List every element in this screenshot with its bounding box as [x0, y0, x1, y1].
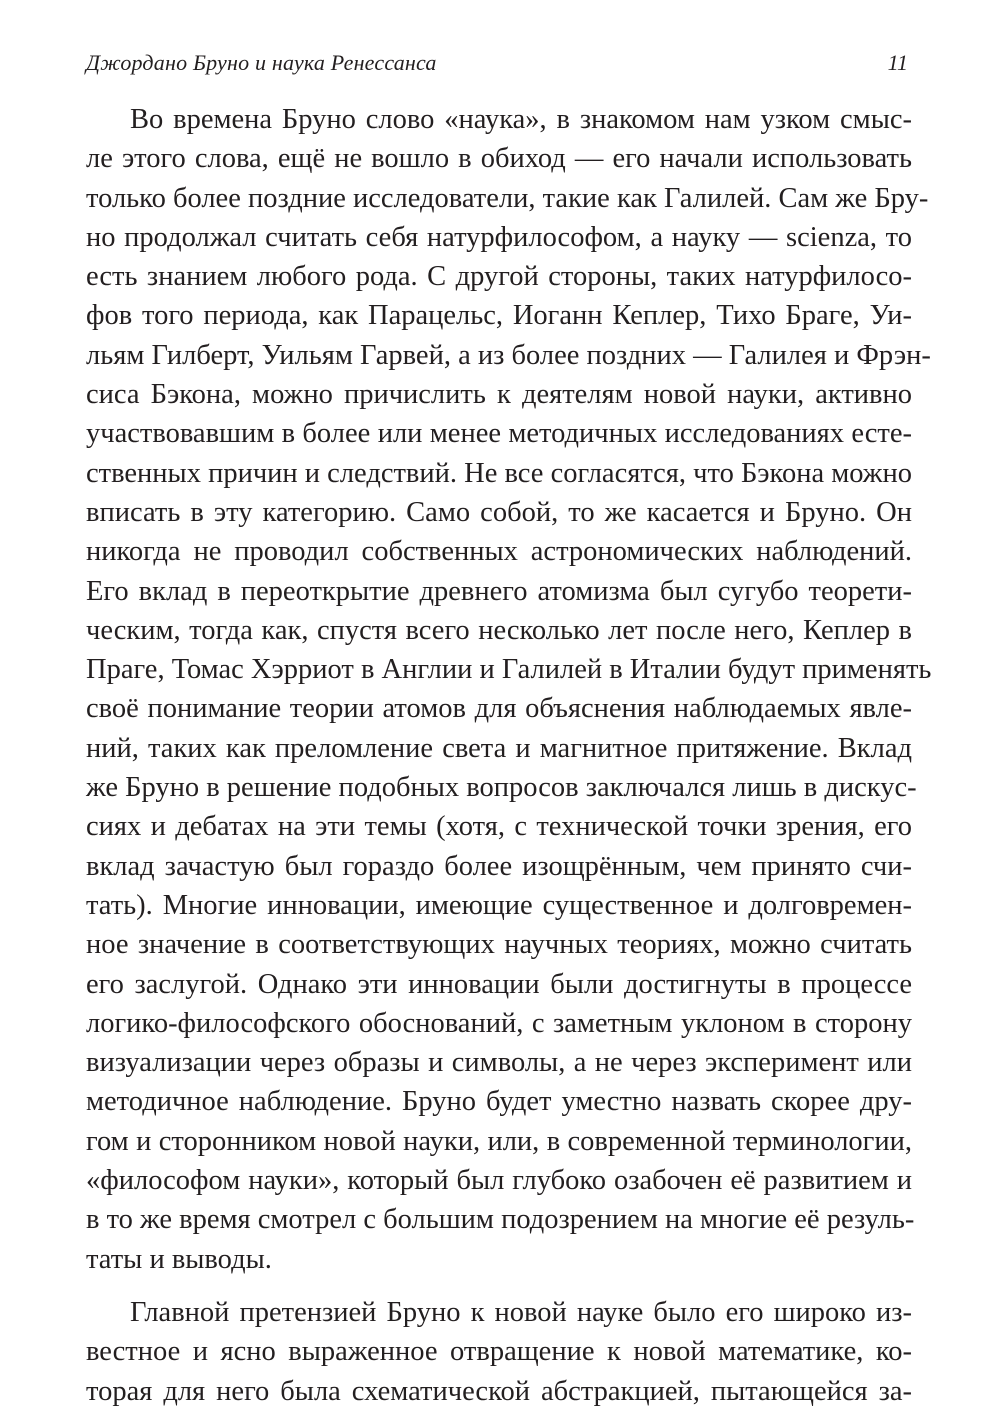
- paragraph-spacer: [86, 1279, 912, 1293]
- text-line: гом и сторонником новой науки, или, в современной терминологии,: [86, 1125, 912, 1157]
- text-line: только более поздние исследователи, такие как Галилей. Сам же Бру-: [86, 182, 929, 214]
- text-line: «философом науки», который был глубоко озабочен её развитием и: [86, 1165, 912, 1197]
- text-line: в то же время смотрел с большим подозрением на многие её резуль-: [86, 1204, 915, 1236]
- text-line: участвовавшим в более или менее методичных исследованиях есте-: [86, 418, 912, 450]
- text-line: ческим, тогда как, спустя всего несколько лет после него, Кеплер в: [86, 614, 912, 646]
- text-line: вестное и ясно выраженное отвращение к новой математике, ко-: [86, 1336, 912, 1368]
- text-line: есть знанием любого рода. С другой стороны, таких натурфилосо-: [86, 261, 912, 293]
- text-line: своё понимание теории атомов для объяснения наблюдаемых явле-: [86, 693, 912, 725]
- text-line: же Бруно в решение подобных вопросов заключался лишь в дискус-: [86, 772, 917, 804]
- text-line: ственных причин и следствий. Не все согласятся, что Бэкона можно: [86, 457, 912, 489]
- book-page: [86, 48, 932, 1407]
- text-line: Его вклад в переоткрытие древнего атомизма был сугубо теорети-: [86, 575, 912, 607]
- text-line: его заслугой. Однако эти инновации были достигнуты в процессе: [86, 968, 912, 1000]
- text-line: ное значение в соответствующих научных теориях, можно считать: [86, 929, 912, 961]
- text-line: тать). Многие инновации, имеющие существенное и долговремен-: [86, 889, 912, 921]
- text-line: логико-философского обоснований, с заметным уклоном в сторону: [86, 1007, 912, 1039]
- text-line: но продолжал считать себя натурфилософом, а науку — scienza, то: [86, 221, 912, 253]
- text-line: визуализации через образы и символы, а не через эксперимент или: [86, 1047, 912, 1079]
- running-head: [86, 48, 912, 82]
- text-line: никогда не проводил собственных астрономических наблюдений.: [86, 536, 912, 568]
- text-line: Главной претензией Бруно к новой науке было его широко из-: [130, 1296, 912, 1328]
- text-line: таты и выводы.: [86, 1243, 272, 1275]
- text-line: Праге, Томас Хэрриот в Англии и Галилей в Италии будут применять: [86, 654, 932, 686]
- paragraph-2: [86, 1293, 912, 1411]
- text-line: сиса Бэкона, можно причислить к деятелям новой науки, активно: [86, 379, 912, 411]
- paragraph-1: [86, 100, 932, 1279]
- text-line: ле этого слова, ещё не вошло в обиход — его начали использовать: [86, 143, 912, 175]
- page-number: 11: [887, 50, 908, 75]
- text-line: торая для него была схематической абстракцией, пытающейся за-: [86, 1375, 912, 1407]
- text-line: ний, таких как преломление света и магнитное притяжение. Вклад: [86, 732, 912, 764]
- text-line: методичное наблюдение. Бруно будет уместно назвать скорее дру-: [86, 1086, 912, 1118]
- text-line: Во времена Бруно слово «наука», в знакомом нам узком смыс-: [130, 104, 912, 135]
- text-line: фов того периода, как Парацельс, Иоганн Кеплер, Тихо Браге, Уи-: [86, 300, 912, 332]
- text-line: сиях и дебатах на эти темы (хотя, с технической точки зрения, его: [86, 811, 912, 843]
- text-line: льям Гилберт, Уильям Гарвей, а из более поздних — Галилея и Фрэн-: [86, 339, 931, 371]
- text-line: вписать в эту категорию. Само собой, то же касается и Бруно. Он: [86, 496, 912, 528]
- text-line: вклад зачастую был гораздо более изощрённым, чем принято счи-: [86, 850, 912, 882]
- running-title: Джордано Бруно и наука Ренессанса: [86, 50, 437, 75]
